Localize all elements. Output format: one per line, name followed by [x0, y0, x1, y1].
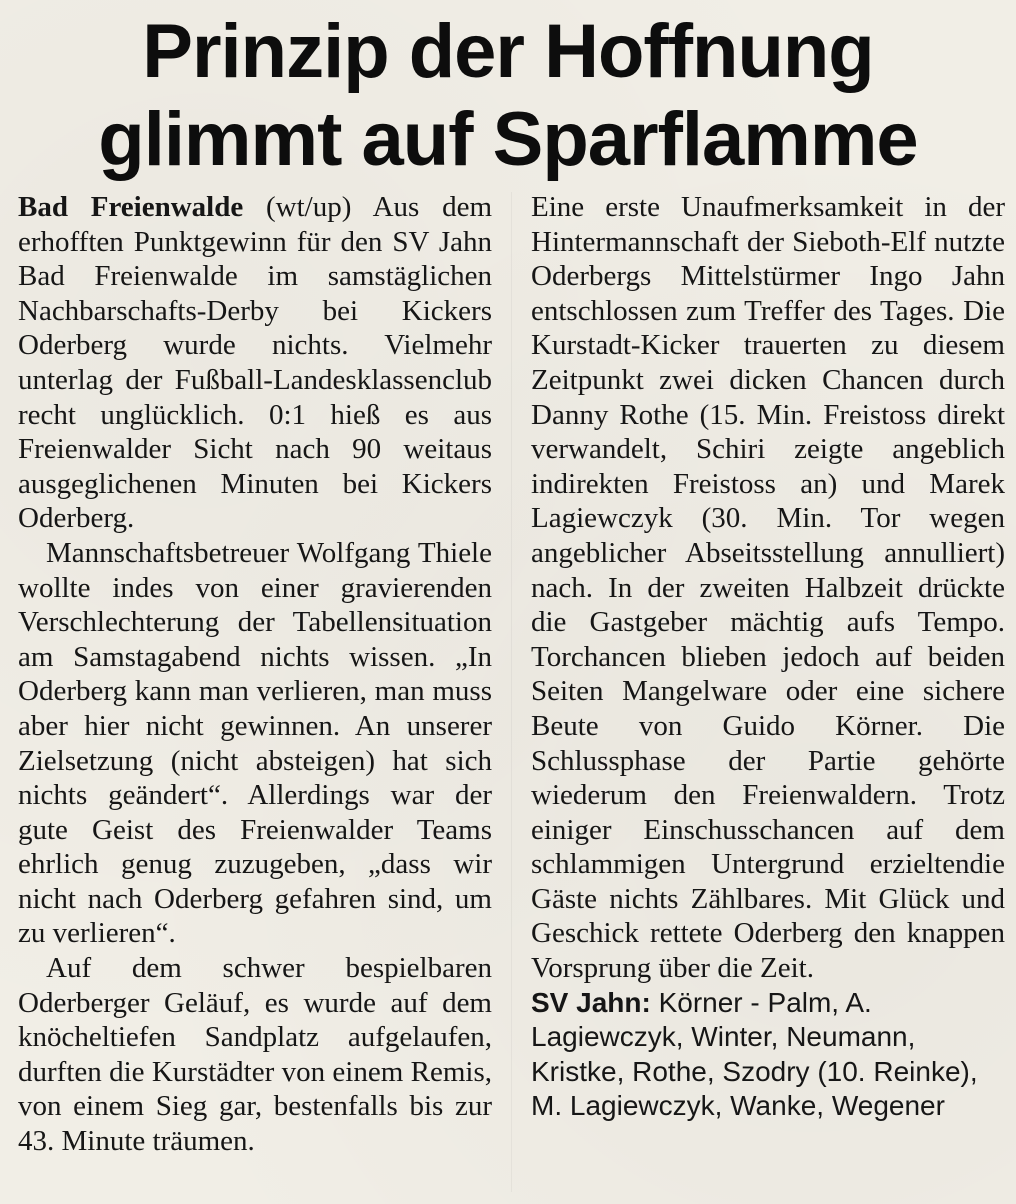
lineup-players: Körner - Palm, A. Lagiewczyk, Winter, Neumann, Kristke, Rothe, Szodry (10. Reinke), M. Lagiewczyk, Wanke, Wegener: [531, 986, 978, 1122]
headline-line-1: Prinzip der Hoffnung: [142, 9, 874, 94]
paragraph-3: Auf dem schwer bespielbaren Oderberger Geläuf, es wurde auf dem knöcheltiefen Sandplatz aufgelaufen, durften die Kurstädter von einem Remis, von einem Sieg gar, bestenfalls bis zur 43. Minute träumen.: [18, 952, 492, 1158]
dateline: Bad Freienwalde: [18, 191, 244, 223]
paragraph-2: Mannschaftsbetreuer Wolfgang Thiele wollte indes von einer gravierenden Verschlechterung der Tabellensituation am Samstagabend nichts wissen. „In Oderberg kann man verlieren, man muss aber hier nicht gewinnen. An unserer Zielsetzung (nicht absteigen) hat sich nichts geändert“. Allerdings war der gute Geist des Freienwalder Teams ehrlich genug zuzugeben, „dass wir nicht nach Oderberg gefahren sind, um zu verlieren“.: [18, 536, 492, 950]
headline: [0, 8, 1016, 184]
column-left: [18, 190, 492, 1159]
paragraph-1: [18, 190, 492, 536]
paragraph-1-text: (wt/up) Aus dem erhofften Punktgewinn für den SV Jahn Bad Freienwalde im samstäglichen Nachbarschafts-Derby bei Kickers Oderberg wurde nichts. Vielmehr unterlag der Fußball-Landesklassenclub recht unglücklich. 0:1 hieß es aus Freienwalder Sicht nach 90 weitaus ausgeglichenen Minuten bei Kickers Oderberg.: [18, 191, 492, 535]
column-right: [531, 190, 1005, 1124]
paragraph-4: Eine erste Unaufmerksamkeit in der Hintermannschaft der Sieboth-Elf nutzte Oderbergs Mittelstürmer Ingo Jahn entschlossen zum Treffer des Tages. Die Kurstadt-Kicker trauerten zu diesem Zeitpunkt zwei dicken Chancen durch Danny Rothe (15. Min. Freistoss direkt verwandelt, Schiri zeigte angeblich indirekten Freistoss an) und Marek Lagiewczyk (30. Min. Tor wegen angeblicher Abseitsstellung annulliert) nach. In der zweiten Halbzeit drückte die Gastgeber mächtig aufs Tempo. Torchancen blieben jedoch auf beiden Seiten Mangelware oder eine sichere Beute von Guido Körner. Die Schlussphase der Partie gehörte wiederum den Freienwaldern. Trotz einiger Einschusschancen auf dem schlammigen Untergrund erzieltendie Gäste nichts Zählbares. Mit Glück und Geschick rettete Oderberg den knappen Vorsprung über die Zeit.: [531, 191, 1005, 985]
lineup-label: SV Jahn:: [531, 986, 651, 1018]
headline-line-2: glimmt auf Sparflamme: [98, 97, 918, 182]
column-gutter: [511, 192, 512, 1192]
team-lineup: [531, 986, 1005, 1124]
